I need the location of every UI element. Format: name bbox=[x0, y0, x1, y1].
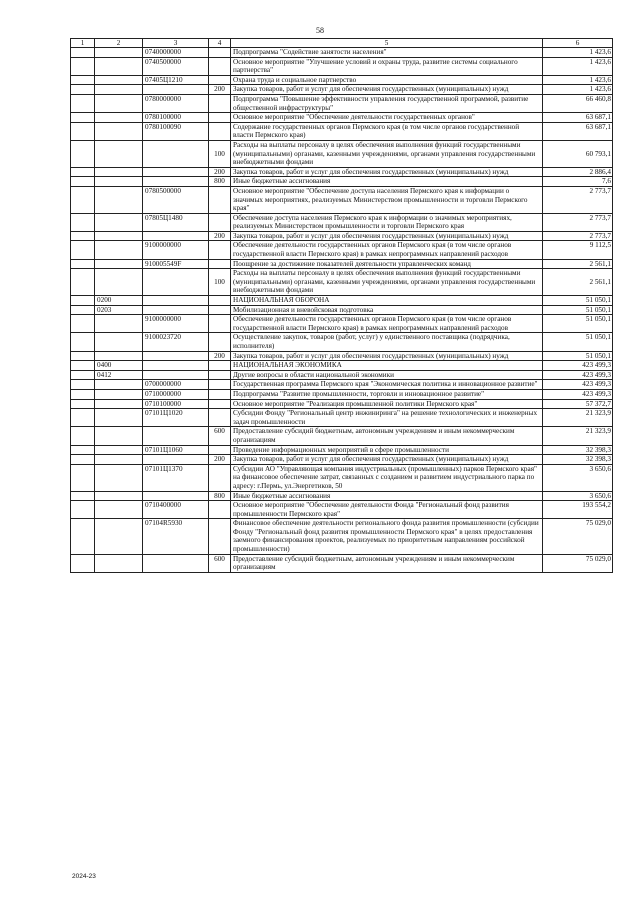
section-code-cell bbox=[95, 554, 143, 572]
table-row bbox=[71, 94, 613, 112]
amount-cell: 51 050,1 bbox=[543, 333, 613, 351]
amount-cell: 2 561,1 bbox=[543, 259, 613, 269]
amount-cell: 1 423,6 bbox=[543, 85, 613, 95]
section-code-cell bbox=[95, 231, 143, 241]
description-cell: Другие вопросы в области национальной экономики bbox=[231, 370, 543, 380]
amount-cell: 75 029,0 bbox=[543, 554, 613, 572]
description-cell: Проведение информационных мероприятий в сфере промышленности bbox=[231, 445, 543, 455]
description-cell: Основное мероприятие "Обеспечение деятельности государственных органов" bbox=[231, 113, 543, 123]
description-cell: Охрана труда и социальное партнерство bbox=[231, 75, 543, 85]
section-code-cell bbox=[95, 389, 143, 399]
description-cell: Закупка товаров, работ и услуг для обеспечения государственных (муниципальных) нужд bbox=[231, 167, 543, 177]
column-1-cell bbox=[71, 519, 95, 554]
table-header-row bbox=[71, 39, 613, 48]
expense-type-cell bbox=[209, 122, 231, 140]
table-row bbox=[71, 186, 613, 213]
column-1-cell bbox=[71, 464, 95, 491]
amount-cell: 7,6 bbox=[543, 177, 613, 187]
expense-type-cell bbox=[209, 186, 231, 213]
table-row bbox=[71, 554, 613, 572]
table-row bbox=[71, 380, 613, 390]
expense-type-cell bbox=[209, 380, 231, 390]
amount-cell: 2 886,4 bbox=[543, 167, 613, 177]
section-code-cell bbox=[95, 351, 143, 361]
section-code-cell bbox=[95, 464, 143, 491]
table-row bbox=[71, 501, 613, 519]
target-code-cell: 0780000000 bbox=[143, 94, 209, 112]
expense-type-cell: 600 bbox=[209, 554, 231, 572]
table-row bbox=[71, 305, 613, 315]
amount-cell: 193 554,2 bbox=[543, 501, 613, 519]
amount-cell: 66 460,8 bbox=[543, 94, 613, 112]
target-code-cell: 0740000000 bbox=[143, 48, 209, 58]
column-1-cell bbox=[71, 389, 95, 399]
table-row bbox=[71, 177, 613, 187]
expense-type-cell: 200 bbox=[209, 351, 231, 361]
amount-cell: 423 499,3 bbox=[543, 380, 613, 390]
expense-type-cell: 800 bbox=[209, 177, 231, 187]
section-code-cell bbox=[95, 167, 143, 177]
table-row bbox=[71, 491, 613, 501]
section-code-cell: 0412 bbox=[95, 370, 143, 380]
header-cell: 1 bbox=[71, 39, 95, 48]
column-1-cell bbox=[71, 427, 95, 445]
description-cell: Иные бюджетные ассигнования bbox=[231, 177, 543, 187]
section-code-cell bbox=[95, 315, 143, 333]
table-row bbox=[71, 455, 613, 465]
section-code-cell: 0400 bbox=[95, 361, 143, 371]
amount-cell: 423 499,3 bbox=[543, 370, 613, 380]
section-code-cell bbox=[95, 85, 143, 95]
amount-cell: 21 323,9 bbox=[543, 427, 613, 445]
expense-type-cell bbox=[209, 213, 231, 231]
column-1-cell bbox=[71, 186, 95, 213]
section-code-cell bbox=[95, 140, 143, 167]
expense-type-cell: 800 bbox=[209, 491, 231, 501]
expense-type-cell bbox=[209, 370, 231, 380]
target-code-cell: 910005549F bbox=[143, 259, 209, 269]
table-row bbox=[71, 57, 613, 75]
amount-cell: 51 050,1 bbox=[543, 351, 613, 361]
target-code-cell bbox=[143, 167, 209, 177]
target-code-cell bbox=[143, 305, 209, 315]
column-1-cell bbox=[71, 57, 95, 75]
column-1-cell bbox=[71, 94, 95, 112]
section-code-cell bbox=[95, 445, 143, 455]
column-1-cell bbox=[71, 501, 95, 519]
target-code-cell bbox=[143, 455, 209, 465]
target-code-cell bbox=[143, 177, 209, 187]
table-row bbox=[71, 370, 613, 380]
description-cell: Обеспечение доступа населения Пермского края к информации о значимых мероприятиях, реализуемых Министерством промышленности и торговли Пермского края bbox=[231, 213, 543, 231]
expense-type-cell bbox=[209, 241, 231, 259]
section-code-cell bbox=[95, 269, 143, 296]
target-code-cell bbox=[143, 554, 209, 572]
column-1-cell bbox=[71, 445, 95, 455]
table-row bbox=[71, 259, 613, 269]
expense-type-cell bbox=[209, 519, 231, 554]
target-code-cell bbox=[143, 140, 209, 167]
description-cell: Подпрограмма "Повышение эффективности управления государственной программой, развитие общественной инфраструктуры" bbox=[231, 94, 543, 112]
description-cell: Предоставление субсидий бюджетным, автономным учреждениям и иным некоммерческим организациям bbox=[231, 554, 543, 572]
description-cell: Подпрограмма "Содействие занятости населения" bbox=[231, 48, 543, 58]
expense-type-cell bbox=[209, 48, 231, 58]
expense-type-cell bbox=[209, 94, 231, 112]
section-code-cell bbox=[95, 57, 143, 75]
table-row bbox=[71, 231, 613, 241]
column-1-cell bbox=[71, 380, 95, 390]
description-cell: Обеспечение деятельности государственных органов Пермского края (в том числе органов государственной власти Пермского края) в рамках непрограммных направлений расходов bbox=[231, 315, 543, 333]
description-cell: Закупка товаров, работ и услуг для обеспечения государственных (муниципальных) нужд bbox=[231, 455, 543, 465]
amount-cell: 60 793,1 bbox=[543, 140, 613, 167]
column-1-cell bbox=[71, 213, 95, 231]
section-code-cell bbox=[95, 213, 143, 231]
section-code-cell bbox=[95, 519, 143, 554]
column-1-cell bbox=[71, 85, 95, 95]
table-row bbox=[71, 140, 613, 167]
section-code-cell bbox=[95, 399, 143, 409]
column-1-cell bbox=[71, 269, 95, 296]
description-cell: Иные бюджетные ассигнования bbox=[231, 491, 543, 501]
amount-cell: 3 650,6 bbox=[543, 491, 613, 501]
target-code-cell: 9100000000 bbox=[143, 241, 209, 259]
column-1-cell bbox=[71, 296, 95, 306]
amount-cell: 32 398,3 bbox=[543, 455, 613, 465]
amount-cell: 51 050,1 bbox=[543, 315, 613, 333]
column-1-cell bbox=[71, 370, 95, 380]
section-code-cell bbox=[95, 455, 143, 465]
section-code-cell bbox=[95, 122, 143, 140]
description-cell: Закупка товаров, работ и услуг для обеспечения государственных (муниципальных) нужд bbox=[231, 85, 543, 95]
description-cell: Осуществление закупок, товаров (работ, услуг) у единственного поставщика (подрядчика, исполнителя) bbox=[231, 333, 543, 351]
column-1-cell bbox=[71, 315, 95, 333]
target-code-cell bbox=[143, 231, 209, 241]
target-code-cell bbox=[143, 296, 209, 306]
table-row bbox=[71, 519, 613, 554]
target-code-cell bbox=[143, 351, 209, 361]
column-1-cell bbox=[71, 122, 95, 140]
expense-type-cell bbox=[209, 445, 231, 455]
table-row bbox=[71, 445, 613, 455]
expense-type-cell bbox=[209, 296, 231, 306]
target-code-cell: 07405Ц1210 bbox=[143, 75, 209, 85]
table-row bbox=[71, 241, 613, 259]
table-row bbox=[71, 464, 613, 491]
description-cell: Финансовое обеспечение деятельности регионального фонда развития промышленности (субсидии Фонду "Региональный фонд развития промышленности Пермского края" в целях предоставления заемного финансирования проектов, реализуемых по приоритетным направлениям российской промышленности) bbox=[231, 519, 543, 554]
expense-type-cell bbox=[209, 315, 231, 333]
column-1-cell bbox=[71, 305, 95, 315]
description-cell: Закупка товаров, работ и услуг для обеспечения государственных (муниципальных) нужд bbox=[231, 351, 543, 361]
page-number: 58 bbox=[316, 26, 324, 35]
column-1-cell bbox=[71, 399, 95, 409]
table-row bbox=[71, 75, 613, 85]
description-cell: НАЦИОНАЛЬНАЯ ЭКОНОМИКА bbox=[231, 361, 543, 371]
expense-type-cell: 200 bbox=[209, 231, 231, 241]
table-row bbox=[71, 427, 613, 445]
amount-cell: 51 050,1 bbox=[543, 296, 613, 306]
expense-type-cell bbox=[209, 259, 231, 269]
amount-cell: 63 687,1 bbox=[543, 122, 613, 140]
description-cell: Основное мероприятие "Обеспечение доступа населения Пермского края к информации о значимых мероприятиях, реализуемых Министерством промышленности и торговли Пермского края" bbox=[231, 186, 543, 213]
amount-cell: 32 398,3 bbox=[543, 445, 613, 455]
footer-code: 2024-23 bbox=[72, 873, 96, 880]
table-row bbox=[71, 399, 613, 409]
column-1-cell bbox=[71, 361, 95, 371]
amount-cell: 423 499,3 bbox=[543, 389, 613, 399]
description-cell: Государственная программа Пермского края "Экономическая политика и инновационное развитие" bbox=[231, 380, 543, 390]
target-code-cell: 07101Ц1020 bbox=[143, 409, 209, 427]
section-code-cell bbox=[95, 259, 143, 269]
table-row bbox=[71, 361, 613, 371]
table-row bbox=[71, 389, 613, 399]
expense-type-cell bbox=[209, 57, 231, 75]
amount-cell: 2 773,7 bbox=[543, 213, 613, 231]
target-code-cell: 9100000000 bbox=[143, 315, 209, 333]
table-row bbox=[71, 122, 613, 140]
amount-cell: 51 050,1 bbox=[543, 305, 613, 315]
expense-type-cell bbox=[209, 361, 231, 371]
expense-type-cell bbox=[209, 389, 231, 399]
table-row bbox=[71, 351, 613, 361]
section-code-cell bbox=[95, 48, 143, 58]
description-cell: Предоставление субсидий бюджетным, автономным учреждениям и иным некоммерческим организациям bbox=[231, 427, 543, 445]
header-cell: 4 bbox=[209, 39, 231, 48]
target-code-cell: 07104R5930 bbox=[143, 519, 209, 554]
amount-cell: 1 423,6 bbox=[543, 57, 613, 75]
target-code-cell bbox=[143, 370, 209, 380]
amount-cell: 1 423,6 bbox=[543, 48, 613, 58]
description-cell: Мобилизационная и вневойсковая подготовка bbox=[231, 305, 543, 315]
section-code-cell bbox=[95, 427, 143, 445]
description-cell: Субсидии АО "Управляющая компания индустриальных (промышленных) парков Пермского края" на финансовое обеспечение затрат, связанных с созданием и развитием индустриального парка по адресу: г.Пермь, ул.Энергетиков, 50 bbox=[231, 464, 543, 491]
description-cell: Обеспечение деятельности государственных органов Пермского края (в том числе органов государственной власти Пермского края) в рамках непрограммных направлений расходов bbox=[231, 241, 543, 259]
table-row bbox=[71, 85, 613, 95]
expense-type-cell bbox=[209, 464, 231, 491]
expense-type-cell: 200 bbox=[209, 455, 231, 465]
column-1-cell bbox=[71, 259, 95, 269]
amount-cell: 2 773,7 bbox=[543, 186, 613, 213]
section-code-cell bbox=[95, 75, 143, 85]
table-row bbox=[71, 113, 613, 123]
description-cell: Основное мероприятие "Обеспечение деятельности Фонда "Региональный фонд развития промышленности Пермского края" bbox=[231, 501, 543, 519]
target-code-cell bbox=[143, 361, 209, 371]
target-code-cell: 0780100000 bbox=[143, 113, 209, 123]
column-1-cell bbox=[71, 491, 95, 501]
section-code-cell bbox=[95, 380, 143, 390]
column-1-cell bbox=[71, 409, 95, 427]
section-code-cell: 0203 bbox=[95, 305, 143, 315]
description-cell: Содержание государственных органов Пермского края (в том числе органов государственной власти Пермского края) bbox=[231, 122, 543, 140]
description-cell: Закупка товаров, работ и услуг для обеспечения государственных (муниципальных) нужд bbox=[231, 231, 543, 241]
budget-table bbox=[70, 38, 613, 573]
expense-type-cell bbox=[209, 113, 231, 123]
section-code-cell bbox=[95, 186, 143, 213]
amount-cell: 3 650,6 bbox=[543, 464, 613, 491]
column-1-cell bbox=[71, 351, 95, 361]
target-code-cell bbox=[143, 269, 209, 296]
amount-cell: 63 687,1 bbox=[543, 113, 613, 123]
description-cell: Субсидии Фонду "Региональный центр инжиниринга" на решение технологических и инженерных задач промышленности bbox=[231, 409, 543, 427]
amount-cell: 423 499,3 bbox=[543, 361, 613, 371]
column-1-cell bbox=[71, 75, 95, 85]
expense-type-cell: 100 bbox=[209, 269, 231, 296]
amount-cell: 2 773,7 bbox=[543, 231, 613, 241]
column-1-cell bbox=[71, 177, 95, 187]
section-code-cell bbox=[95, 113, 143, 123]
section-code-cell bbox=[95, 333, 143, 351]
expense-type-cell bbox=[209, 501, 231, 519]
target-code-cell: 0710100000 bbox=[143, 399, 209, 409]
expense-type-cell bbox=[209, 399, 231, 409]
target-code-cell: 07101Ц1060 bbox=[143, 445, 209, 455]
target-code-cell bbox=[143, 491, 209, 501]
expense-type-cell: 100 bbox=[209, 140, 231, 167]
amount-cell: 2 561,1 bbox=[543, 269, 613, 296]
amount-cell: 57 372,7 bbox=[543, 399, 613, 409]
target-code-cell: 0740500000 bbox=[143, 57, 209, 75]
section-code-cell bbox=[95, 501, 143, 519]
target-code-cell: 0780500000 bbox=[143, 186, 209, 213]
column-1-cell bbox=[71, 140, 95, 167]
amount-cell: 9 112,5 bbox=[543, 241, 613, 259]
header-cell: 3 bbox=[143, 39, 209, 48]
header-cell: 6 bbox=[543, 39, 613, 48]
section-code-cell: 0200 bbox=[95, 296, 143, 306]
table-row bbox=[71, 296, 613, 306]
section-code-cell bbox=[95, 241, 143, 259]
column-1-cell bbox=[71, 167, 95, 177]
expense-type-cell: 200 bbox=[209, 85, 231, 95]
amount-cell: 75 029,0 bbox=[543, 519, 613, 554]
section-code-cell bbox=[95, 177, 143, 187]
table-row bbox=[71, 409, 613, 427]
target-code-cell: 0780100090 bbox=[143, 122, 209, 140]
table-row bbox=[71, 333, 613, 351]
target-code-cell bbox=[143, 85, 209, 95]
expense-type-cell bbox=[209, 333, 231, 351]
column-1-cell bbox=[71, 48, 95, 58]
description-cell: Основное мероприятие "Реализация промышленной политики Пермского края" bbox=[231, 399, 543, 409]
column-1-cell bbox=[71, 333, 95, 351]
description-cell: Основное мероприятие "Улучшение условий и охраны труда, развитие системы социального партнерства" bbox=[231, 57, 543, 75]
section-code-cell bbox=[95, 409, 143, 427]
section-code-cell bbox=[95, 491, 143, 501]
column-1-cell bbox=[71, 113, 95, 123]
table-row bbox=[71, 269, 613, 296]
column-1-cell bbox=[71, 231, 95, 241]
target-code-cell: 0700000000 bbox=[143, 380, 209, 390]
table-row bbox=[71, 213, 613, 231]
header-cell: 2 bbox=[95, 39, 143, 48]
table-row bbox=[71, 167, 613, 177]
target-code-cell: 0710000000 bbox=[143, 389, 209, 399]
header-cell: 5 bbox=[231, 39, 543, 48]
expense-type-cell bbox=[209, 305, 231, 315]
description-cell: Расходы на выплаты персоналу в целях обеспечения выполнения функций государственными (муниципальными) органами, казенными учреждениями, органами управления государственными внебюджетными фондами bbox=[231, 269, 543, 296]
section-code-cell bbox=[95, 94, 143, 112]
description-cell: Расходы на выплаты персоналу в целях обеспечения выполнения функций государственными (муниципальными) органами, казенными учреждениями, органами управления государственными внебюджетными фондами bbox=[231, 140, 543, 167]
description-cell: НАЦИОНАЛЬНАЯ ОБОРОНА bbox=[231, 296, 543, 306]
table-row bbox=[71, 48, 613, 58]
amount-cell: 21 323,9 bbox=[543, 409, 613, 427]
expense-type-cell bbox=[209, 75, 231, 85]
column-1-cell bbox=[71, 554, 95, 572]
table-row bbox=[71, 315, 613, 333]
amount-cell: 1 423,6 bbox=[543, 75, 613, 85]
target-code-cell: 9100023720 bbox=[143, 333, 209, 351]
expense-type-cell: 600 bbox=[209, 427, 231, 445]
description-cell: Поощрение за достижение показателей деятельности управленческих команд bbox=[231, 259, 543, 269]
target-code-cell: 07101Ц1370 bbox=[143, 464, 209, 491]
column-1-cell bbox=[71, 241, 95, 259]
target-code-cell: 0710400000 bbox=[143, 501, 209, 519]
target-code-cell: 07805Ц1480 bbox=[143, 213, 209, 231]
expense-type-cell: 200 bbox=[209, 167, 231, 177]
expense-type-cell bbox=[209, 409, 231, 427]
description-cell: Подпрограмма "Развитие промышленности, торговли и инновационное развитие" bbox=[231, 389, 543, 399]
target-code-cell bbox=[143, 427, 209, 445]
column-1-cell bbox=[71, 455, 95, 465]
